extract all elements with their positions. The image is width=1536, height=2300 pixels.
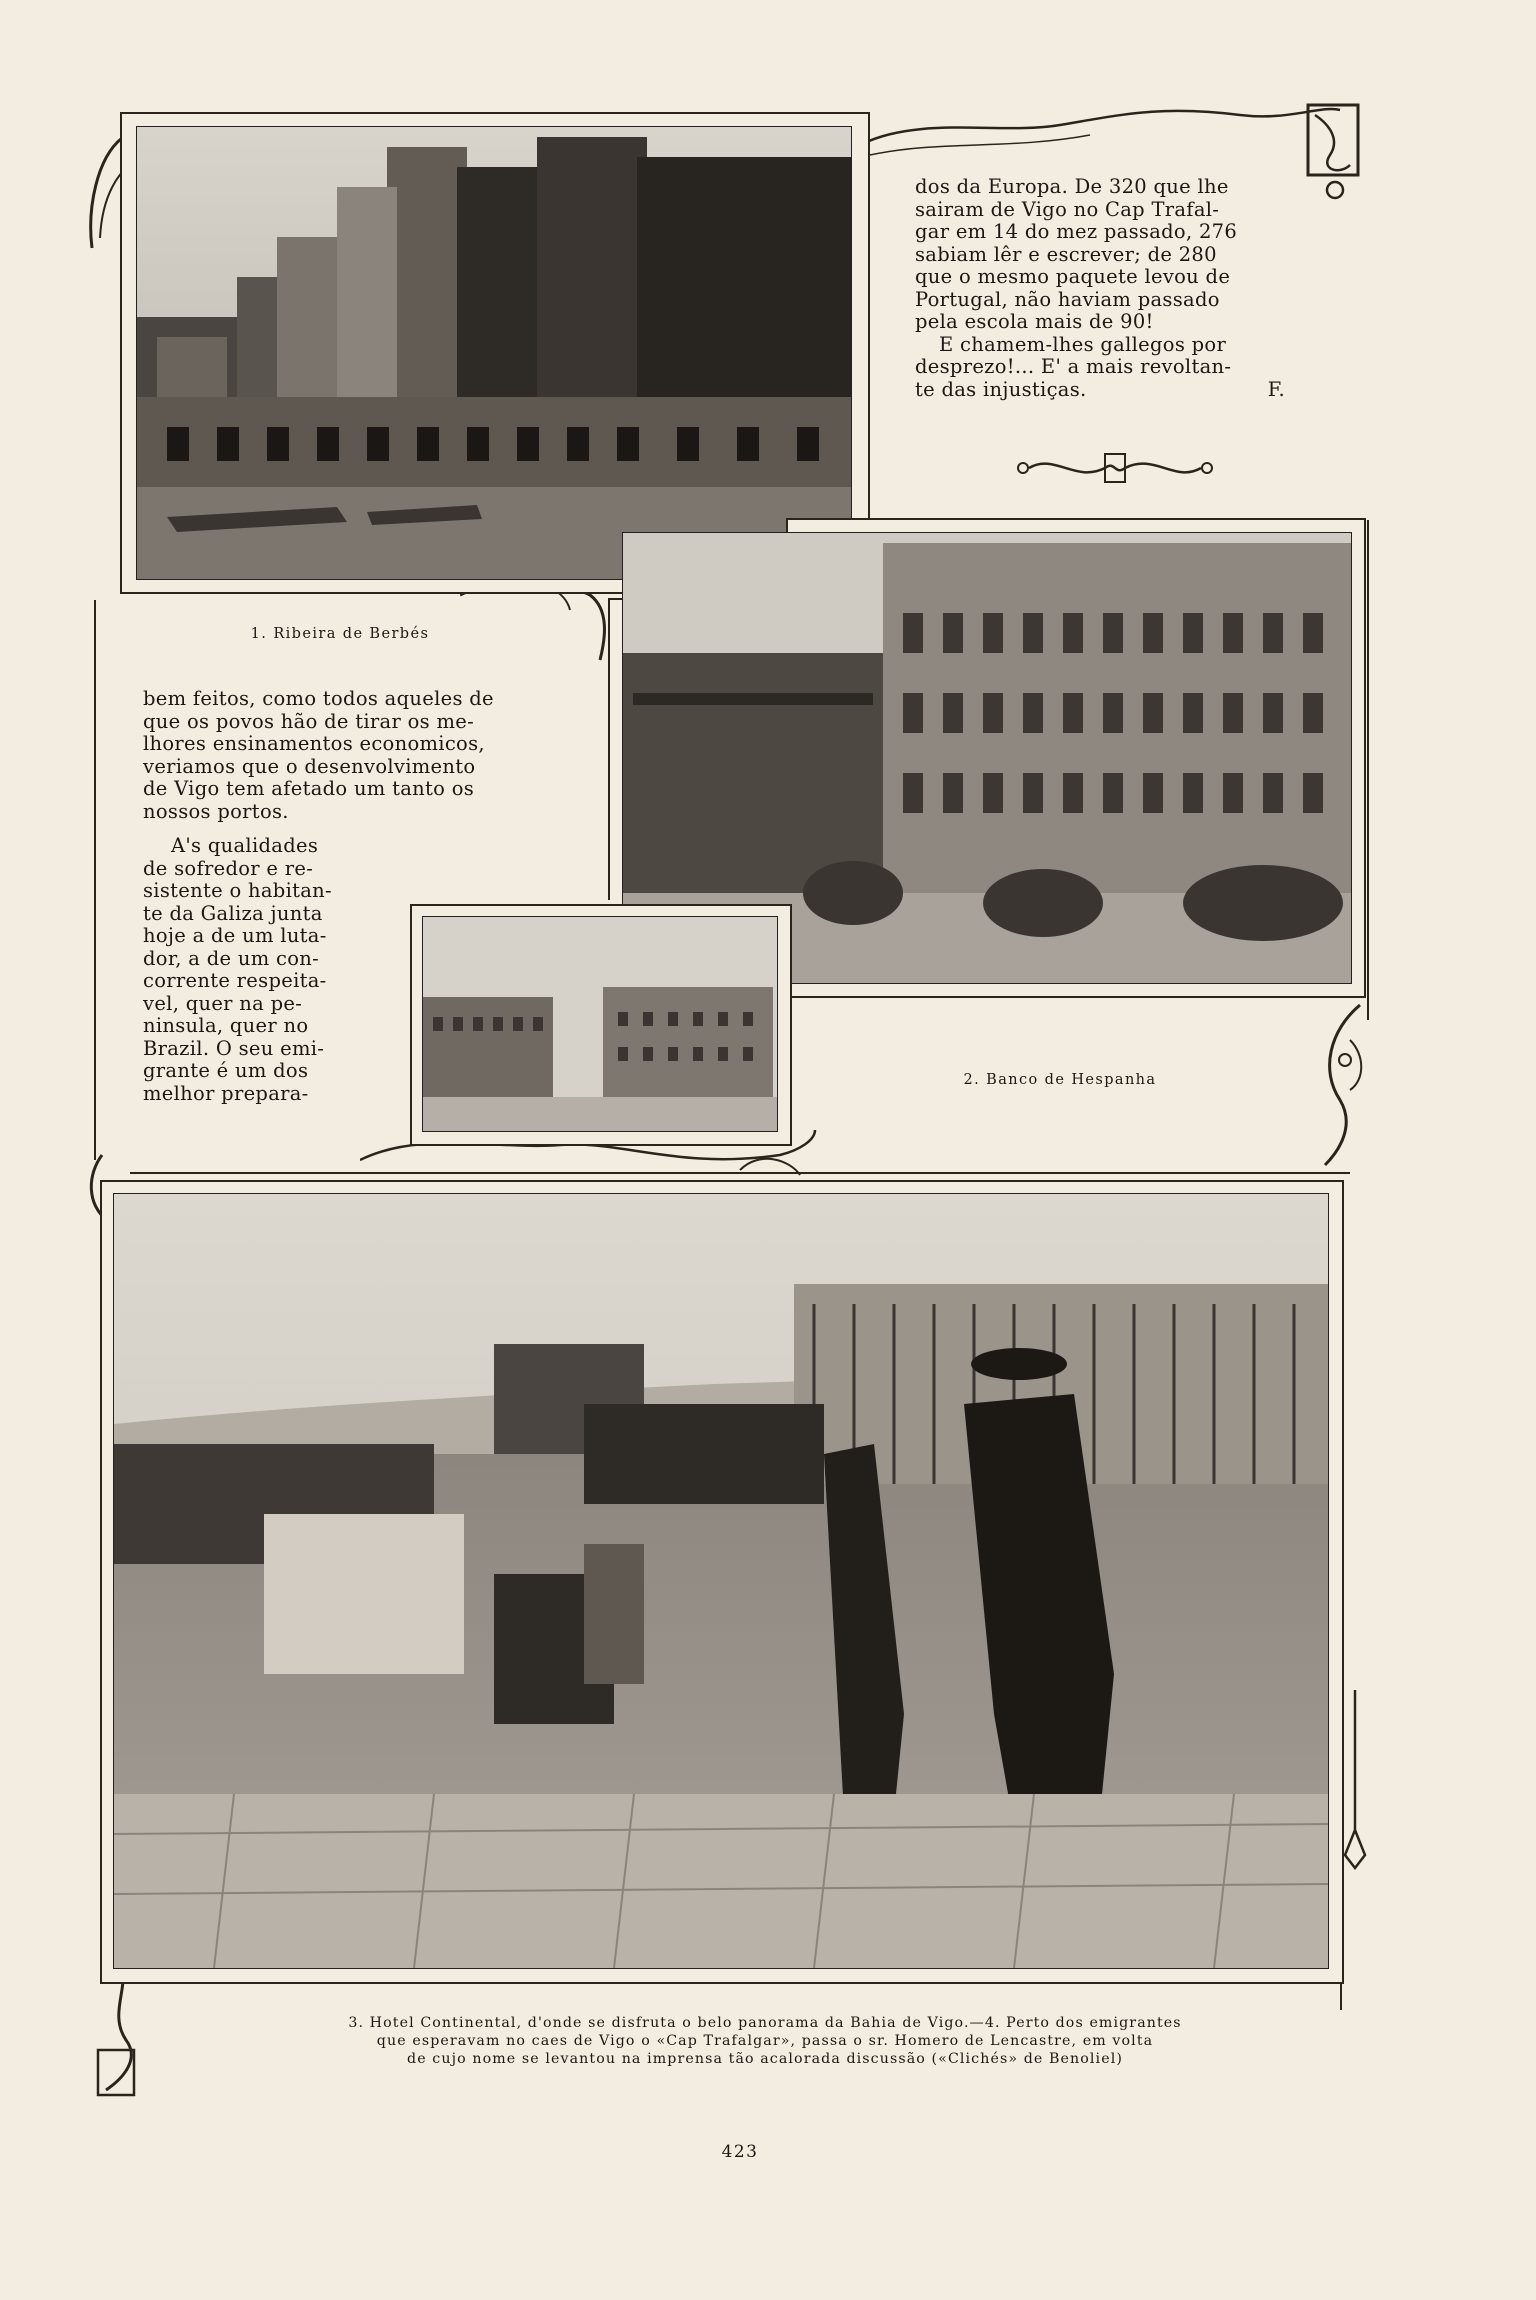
page-number: 423 [721,2142,759,2162]
caption-photos-3-4 [200,2014,1330,2068]
text-line: de sofredor e re- [143,856,314,880]
caption-line: de cujo nome se levantou na imprensa tão acalorada discussão («Clichés» de Benoliel) [407,2051,1123,2067]
text-line: pela escola mais de 90! [915,310,1154,333]
text-line: veriamos que o desenvolvimento [143,754,476,778]
text-line: te das injustiças. [915,377,1087,401]
text-line: vel, quer na pe- [143,991,303,1015]
text-line: te da Galiza junta [143,901,323,925]
text-line: de Vigo tem afetado um tanto os [143,777,475,800]
text-line: grante é um dos [143,1059,309,1082]
text-line: bem feitos, como todos aqueles de [143,687,494,710]
text-line: desprezo!... E' a mais revoltan- [915,355,1232,378]
right-border-rule [1367,520,1369,1020]
text-line: nossos portos. [143,799,289,823]
left-column-text [143,688,553,823]
text-line: sairam de Vigo no Cap Trafal- [915,197,1220,221]
text-line: dor, a de um con- [143,946,320,970]
text-line: gar em 14 do mez passado, 276 [915,220,1238,243]
text-line: melhor prepara- [143,1081,309,1105]
text-line: lhores ensinamentos economicos, [143,732,485,755]
text-line: dos da Europa. De 320 que lhe [915,175,1229,198]
section-divider-ornament [1015,448,1215,488]
text-line: Portugal, não haviam passado [915,287,1220,311]
text-line: ninsula, quer no [143,1014,309,1037]
caption-line: que esperavam no caes de Vigo o «Cap Trafalgar», passa o sr. Homero de Lencastre, em volta [376,2033,1154,2049]
caption-line: 3. Hotel Continental, d'onde se disfruta o belo panorama da Bahia de Vigo.—4. Perto dos emigrantes [348,2015,1182,2031]
left-border-rule [94,600,96,1160]
photo-ribeira-de-berbes [136,126,852,580]
text-line: hoje a de um luta- [143,924,327,947]
text-line: que o mesmo paquete levou de [915,265,1231,288]
caption-photo-2: 2. Banco de Hespanha [963,1072,1157,1088]
text-line: corrente respeita- [143,969,327,992]
photo-emigrants-quay [113,1193,1329,1969]
text-line: sistente o habitan- [143,879,332,902]
flourish-ornament-mid-right [1310,1000,1380,1170]
text-line: A's qualidades [171,834,319,857]
text-line: E chamem-lhes gallegos por [939,332,1227,356]
text-line: Brazil. O seu emi- [143,1036,325,1060]
author-initial: F. [1267,377,1285,401]
caption-photo-1: 1. Ribeira de Berbés [250,626,430,642]
left-column-text-narrow [143,835,359,1105]
text-line: sabiam lêr e escrever; de 280 [915,242,1217,266]
right-column-text [915,176,1305,401]
photo-hotel-continental [422,916,778,1132]
text-line: que os povos hão de tirar os me- [143,709,474,733]
